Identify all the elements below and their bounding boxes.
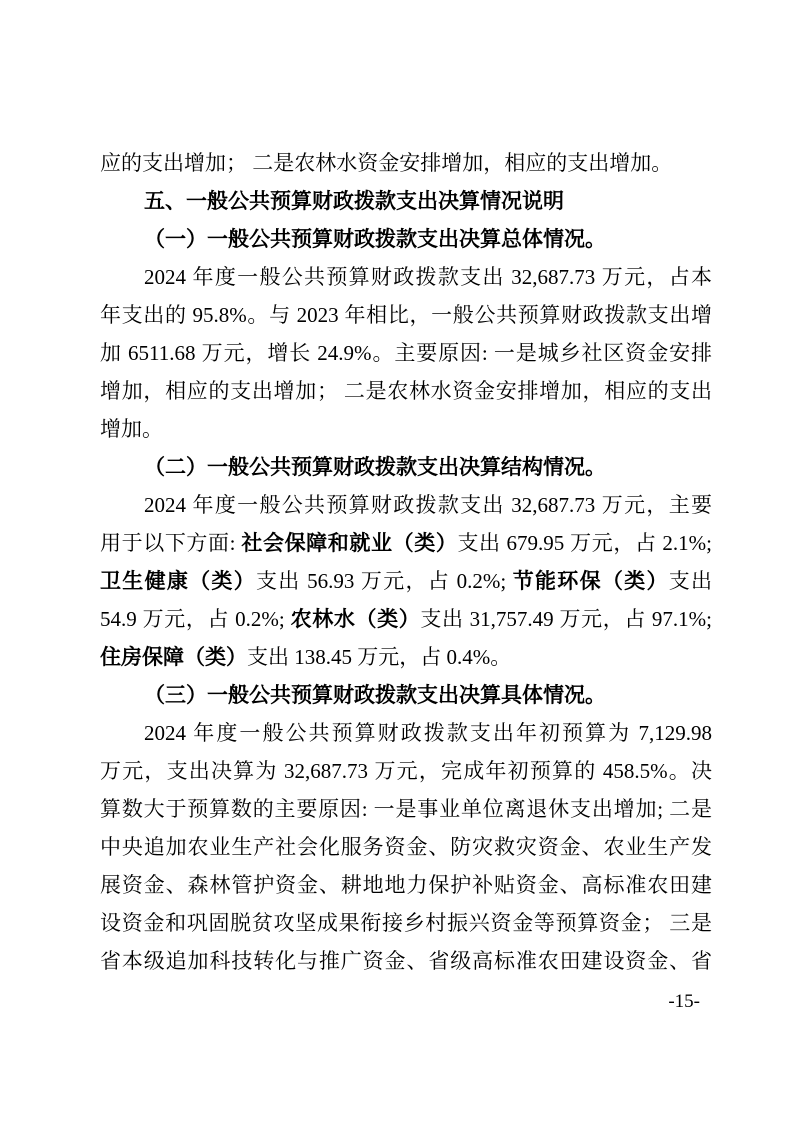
bold-term: 社会保障和就业（类） <box>241 532 458 555</box>
text-segment: 展资金、森林管护资金、耕地地力保护补贴资金、高标准农田建 <box>100 873 712 897</box>
text-line <box>100 334 712 372</box>
text-line <box>100 866 712 904</box>
text-segment: 应的支出增加； 二是农林水资金安排增加，相应的支出增加。 <box>100 151 673 175</box>
text-segment: 中央追加农业生产社会化服务资金、防灾救灾资金、农业生产发 <box>100 835 712 859</box>
page-number: -15- <box>668 991 700 1012</box>
text-segment: 2024 年度一般公共预算财政拨款支出 32,687.73 万元，主要 <box>144 493 712 517</box>
text-segment: 万元，支出决算为 32,687.73 万元，完成年初预算的 458.5%。决 <box>100 759 712 783</box>
text-line <box>100 752 712 790</box>
text-line <box>100 790 712 828</box>
bold-term: 卫生健康（类） <box>100 570 257 593</box>
text-line <box>100 828 712 866</box>
bold-term: （二）一般公共预算财政拨款支出决算结构情况。 <box>144 456 606 479</box>
text-segment: 支出 <box>668 569 713 593</box>
text-segment: 设资金和巩固脱贫攻坚成果衔接乡村振兴资金等预算资金； 三是 <box>100 911 712 935</box>
text-line <box>100 638 712 676</box>
text-line <box>100 714 712 752</box>
heading-line <box>100 448 712 486</box>
bold-term: 五、一般公共预算财政拨款支出决算情况说明 <box>144 190 564 213</box>
text-segment: 加 6511.68 万元，增长 24.9%。主要原因: 一是城乡社区资金安排 <box>100 341 712 365</box>
bold-term: （一）一般公共预算财政拨款支出决算总体情况。 <box>144 228 606 251</box>
text-line <box>100 942 712 980</box>
text-line <box>100 258 712 296</box>
text-line <box>100 144 712 182</box>
text-line <box>100 410 712 448</box>
text-segment: 支出 138.45 万元，占 0.4%。 <box>247 645 512 669</box>
text-segment: 支出 679.95 万元，占 2.1%; <box>457 531 713 555</box>
text-line <box>100 562 712 600</box>
bold-term: （三）一般公共预算财政拨款支出决算具体情况。 <box>144 684 606 707</box>
text-segment: 省本级追加科技转化与推广资金、省级高标准农田建设资金、省 <box>100 949 712 973</box>
heading-line <box>100 182 712 220</box>
text-segment: 支出 31,757.49 万元，占 97.1%; <box>420 607 712 631</box>
bold-term: 农林水（类） <box>290 608 421 631</box>
text-line <box>100 486 712 524</box>
text-line <box>100 296 712 334</box>
text-line <box>100 524 712 562</box>
text-segment: 2024 年度一般公共预算财政拨款支出年初预算为 7,129.98 <box>144 721 712 745</box>
heading-line <box>100 220 712 258</box>
document-body <box>100 144 712 980</box>
text-segment: 增加，相应的支出增加； 二是农林水资金安排增加，相应的支出 <box>100 379 712 403</box>
heading-line <box>100 676 712 714</box>
text-segment: 算数大于预算数的主要原因: 一是事业单位离退休支出增加; 二是 <box>100 797 712 821</box>
text-segment: 增加。 <box>100 417 163 441</box>
bold-term: 住房保障（类） <box>100 646 247 669</box>
text-segment: 用于以下方面: <box>100 531 242 555</box>
text-segment: 支出 56.93 万元，占 0.2%; <box>256 569 513 593</box>
text-segment: 2024 年度一般公共预算财政拨款支出 32,687.73 万元，占本 <box>144 265 712 289</box>
text-line <box>100 904 712 942</box>
text-line <box>100 600 712 638</box>
bold-term: 节能环保（类） <box>512 570 669 593</box>
text-segment: 54.9 万元，占 0.2%; <box>100 607 291 631</box>
text-line <box>100 372 712 410</box>
text-segment: 年支出的 95.8%。与 2023 年相比，一般公共预算财政拨款支出增 <box>100 303 712 327</box>
